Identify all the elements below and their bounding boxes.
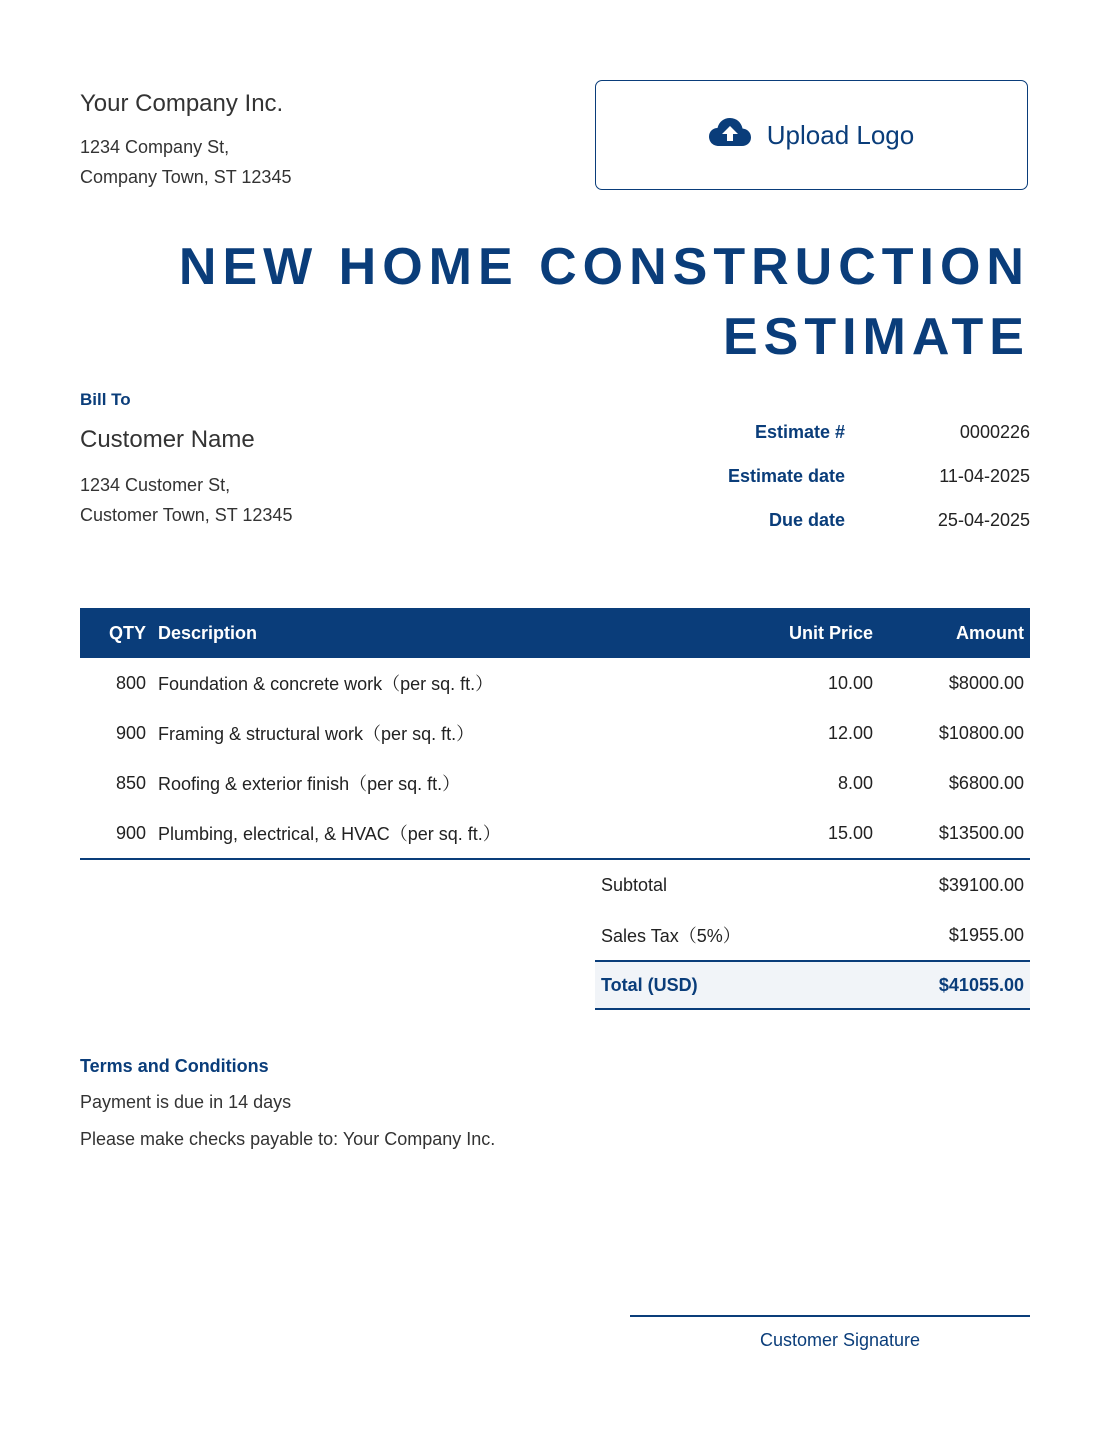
totals-block — [595, 860, 1030, 1010]
header-amount: Amount — [873, 608, 1030, 658]
customer-address-line1: 1234 Customer St, — [80, 475, 231, 495]
table-row — [80, 708, 1030, 758]
estimate-date-value: 11-04-2025 — [939, 465, 1030, 486]
row-unit-price: 8.00 — [837, 772, 873, 793]
estimate-meta — [600, 410, 1030, 542]
bill-to-label: Bill To — [80, 390, 131, 409]
document-title — [80, 232, 1030, 372]
company-address-line1: 1234 Company St, — [80, 137, 230, 157]
signature-label: Customer Signature — [759, 1330, 921, 1350]
row-qty: 850 — [115, 772, 146, 793]
table-row — [80, 658, 1030, 708]
title-line2: ESTIMATE — [722, 308, 1030, 366]
signature-line — [630, 1315, 1030, 1317]
due-date-row — [600, 498, 1030, 542]
row-amount: $6800.00 — [948, 772, 1024, 793]
estimate-number-label: Estimate # — [754, 421, 845, 442]
company-address-line2: Company Town, ST 12345 — [80, 167, 292, 187]
row-unit-price: 10.00 — [827, 672, 873, 693]
subtotal-value: $39100.00 — [938, 874, 1024, 895]
sales-tax-row — [595, 910, 1030, 960]
table-row — [80, 808, 1030, 859]
customer-name: Customer Name — [80, 426, 255, 453]
upload-logo-label: Upload Logo — [766, 119, 915, 150]
terms-heading: Terms and Conditions — [80, 1056, 269, 1076]
due-date-label: Due date — [768, 509, 845, 530]
row-description: Framing & structural work（per sq. ft.） — [158, 724, 475, 744]
total-row — [595, 960, 1030, 1010]
row-amount: $10800.00 — [938, 722, 1024, 743]
row-description: Roofing & exterior finish（per sq. ft.） — [158, 774, 461, 794]
estimate-date-row — [600, 454, 1030, 498]
upload-logo-button[interactable] — [595, 80, 1028, 190]
customer-address-line2: Customer Town, ST 12345 — [80, 505, 293, 525]
title-line1: NEW HOME CONSTRUCTION — [178, 238, 1030, 296]
customer-address — [80, 470, 292, 530]
row-qty: 800 — [115, 672, 146, 693]
row-amount: $8000.00 — [948, 672, 1024, 693]
row-description: Plumbing, electrical, & HVAC（per sq. ft.） — [158, 808, 733, 859]
company-name: Your Company Inc. — [80, 90, 284, 117]
sales-tax-value: $1955.00 — [948, 924, 1024, 945]
table-header-row — [80, 608, 1030, 658]
header-qty: QTY — [80, 608, 158, 658]
company-address — [80, 132, 291, 192]
row-qty: 900 — [115, 722, 146, 743]
estimate-number-value: 0000226 — [959, 421, 1030, 442]
header-description: Description — [158, 608, 733, 658]
sales-tax-label: Sales Tax（5%） — [601, 926, 741, 946]
terms-line-payment: Payment is due in 14 days — [80, 1092, 292, 1112]
subtotal-label: Subtotal — [601, 874, 668, 895]
row-unit-price: 15.00 — [733, 808, 873, 859]
row-qty: 900 — [80, 808, 158, 859]
header-unit-price: Unit Price — [733, 608, 873, 658]
estimate-number-row — [600, 410, 1030, 454]
total-label: Total (USD) — [601, 974, 698, 995]
terms-line-checks: Please make checks payable to: Your Company Inc. — [80, 1129, 496, 1149]
subtotal-row — [595, 860, 1030, 910]
row-amount: $13500.00 — [873, 808, 1030, 859]
estimate-date-label: Estimate date — [727, 465, 845, 486]
due-date-value: 25-04-2025 — [937, 509, 1030, 530]
table-row — [80, 758, 1030, 808]
cloud-upload-icon — [709, 117, 767, 154]
row-description: Foundation & concrete work（per sq. ft.） — [158, 674, 494, 694]
row-unit-price: 12.00 — [827, 722, 873, 743]
line-items-table — [80, 608, 1030, 860]
total-value: $41055.00 — [938, 974, 1024, 995]
